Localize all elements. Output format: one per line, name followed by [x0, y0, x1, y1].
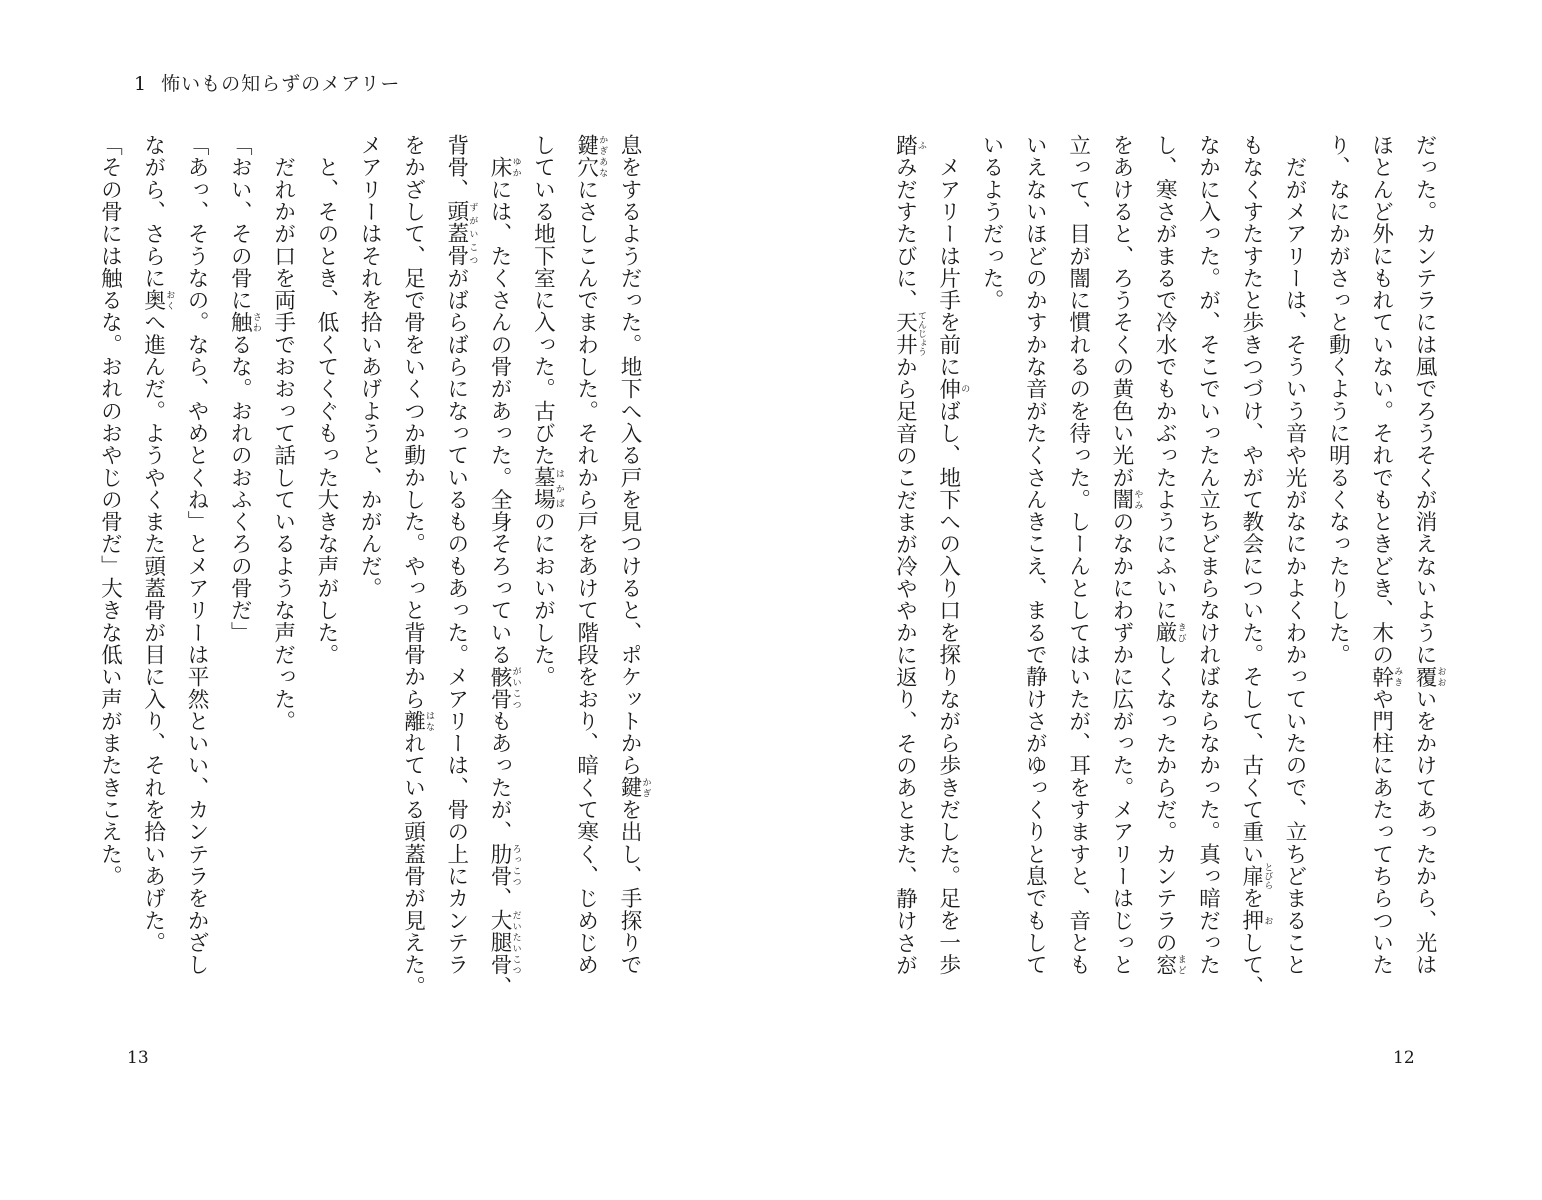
ruby-word: 床ゆか	[487, 156, 521, 179]
text-line: 息をするようだった。地下へ入る戸を見つけると、ポケットから鍵かぎを出し、手探りで	[617, 134, 651, 976]
ruby-word: 頭蓋骨ずがいこつ	[443, 200, 478, 267]
ruby-word: 大腿骨だいたいこつ	[487, 909, 521, 976]
text-line: をかざして、足で骨をいくつか動かした。やっと背骨から離はなれている頭蓋骨が見えた。	[400, 134, 435, 998]
left-page-body	[97, 134, 651, 1004]
text-line: だった。カンテラには風でろうそくが消えないように覆おおいをかけてあったから、光は	[1412, 134, 1446, 976]
text-line: 「おい、その骨に触さわるな。おれのおふくろの骨だ」	[227, 134, 261, 644]
ruby-word: 離はな	[400, 709, 435, 733]
furigana: やみ	[1132, 488, 1143, 511]
chapter-title: 怖いもの知らずのメアリー	[161, 73, 401, 95]
furigana: ずがいこつ	[467, 200, 478, 267]
text-line: だがメアリーは、そういう音や光がなにかよくわかっていたので、立ちどまること	[1282, 134, 1308, 976]
page-number-right: 12	[1393, 1048, 1415, 1068]
ruby-word: 鍵穴かぎあな	[573, 134, 608, 179]
furigana: さわ	[250, 311, 261, 334]
text-line: と、そのとき、低くてくぐもった大きな声がした。	[313, 134, 339, 666]
text-line: をあけると、ろうそくの黄色い光が闇やみのなかにわずかに広がった。メアリーはじっと	[1108, 134, 1143, 976]
furigana: はな	[424, 709, 435, 733]
text-line: 「あっ、そうなの。なら、やめとくね」とメアリーは平然といい、カンテラをかざし	[184, 134, 210, 976]
text-line: だれかが口を両手でおおって話しているような声だった。	[270, 134, 296, 733]
furigana: おく	[164, 289, 175, 312]
ruby-word: 触さわ	[227, 311, 261, 334]
text-line: いるようだった。	[979, 134, 1005, 312]
ruby-word: 天井てんじょう	[892, 311, 926, 357]
text-line: 立って、目が闇に慣れるのを待った。しーんとしてはいたが、耳をすますと、音とも	[1065, 134, 1091, 976]
text-line: メアリーはそれを拾いあげようと、かがんだ。	[357, 134, 383, 600]
ruby-word: 骸骨がいこつ	[487, 665, 521, 710]
furigana: だいたいこつ	[510, 909, 521, 976]
furigana: はかば	[553, 466, 564, 511]
text-line: 「その骨には触るな。おれのおやじの骨だ」大きな低い声がまたきこえた。	[97, 134, 123, 888]
ruby-word: 闇やみ	[1108, 488, 1143, 511]
furigana: お	[1262, 909, 1273, 932]
furigana: の	[959, 377, 970, 400]
text-line: もなくすたすたと歩きつづけ、やがて教会についた。そして、古くて重い扉とびらを押おして、	[1238, 134, 1273, 998]
text-line: 踏ふみだすたびに、天井てんじょうから足音のこだまが冷ややかに返り、そのあとまた、静けさが	[892, 134, 926, 977]
furigana: かぎあな	[597, 134, 608, 179]
furigana: ゆか	[510, 156, 521, 179]
text-line: ながら、さらに奥おくへ進んだ。ようやくまた頭蓋骨が目に入り、それを拾いあげた。	[140, 134, 175, 954]
ruby-word: 奥おく	[140, 289, 175, 312]
furigana: かぎ	[640, 776, 651, 799]
furigana: みき	[1392, 665, 1403, 688]
right-page-body	[893, 134, 1446, 1004]
page-number-left: 13	[127, 1048, 149, 1068]
text-line: 背骨、頭蓋骨ずがいこつがばらばらになっているものもあった。メアリーは、骨の上にカンテラ	[443, 134, 478, 976]
ruby-word: 厳きび	[1152, 621, 1186, 644]
furigana: ろっこつ	[510, 842, 521, 888]
text-line: 床ゆかには、たくさんの骨があった。全身そろっている骸骨がいこつもあったが、肋骨ろっこつ、大腿骨だいたいこつ、	[487, 156, 521, 998]
ruby-word: 覆おお	[1412, 665, 1446, 688]
furigana: てんじょう	[915, 311, 926, 357]
ruby-word: 幹みき	[1368, 665, 1403, 688]
text-line: し、寒さがまるで冷水でもかぶったようにふいに厳きびしくなったからだ。カンテラの窓まど	[1152, 134, 1186, 976]
furigana: おお	[1435, 665, 1446, 688]
text-line: なかに入った。が、そこでいったん立ちどまらなければならなかった。真っ暗だった	[1195, 134, 1221, 976]
furigana: とびら	[1262, 862, 1273, 890]
text-line: している地下室に入った。古びた墓場はかばのにおいがした。	[530, 134, 564, 688]
text-line: ほとんど外にもれていない。それでもときどき、木の幹みきや門柱にあたってちらついた	[1368, 134, 1403, 976]
furigana: まど	[1175, 953, 1186, 976]
furigana: がいこつ	[510, 665, 521, 710]
ruby-word: 踏ふ	[892, 134, 926, 157]
chapter-number: 1	[134, 73, 148, 95]
ruby-word: 鍵かぎ	[617, 776, 651, 799]
text-line: メアリーは片手を前に伸のばし、地下への入り口を探りながら歩きだした。足を一歩	[935, 134, 970, 976]
text-line: いえないほどのかすかな音がたくさんきこえ、まるで静けさがゆっくりと息でもして	[1022, 134, 1048, 976]
ruby-word: 扉とびら	[1238, 862, 1273, 890]
ruby-word: 伸の	[935, 377, 970, 400]
running-header	[134, 70, 400, 98]
text-line: 鍵穴かぎあなにさしこんでまわした。それから戸をあけて階段をおり、暗くて寒く、じめじめ	[573, 134, 608, 976]
text-line: り、なにかがさっと動くように明るくなったりした。	[1325, 134, 1351, 666]
furigana: きび	[1175, 621, 1186, 644]
furigana: ふ	[915, 134, 926, 157]
ruby-word: 肋骨ろっこつ	[487, 842, 521, 888]
ruby-word: 押お	[1238, 909, 1273, 932]
ruby-word: 窓まど	[1152, 953, 1186, 976]
ruby-word: 墓場はかば	[530, 466, 564, 511]
